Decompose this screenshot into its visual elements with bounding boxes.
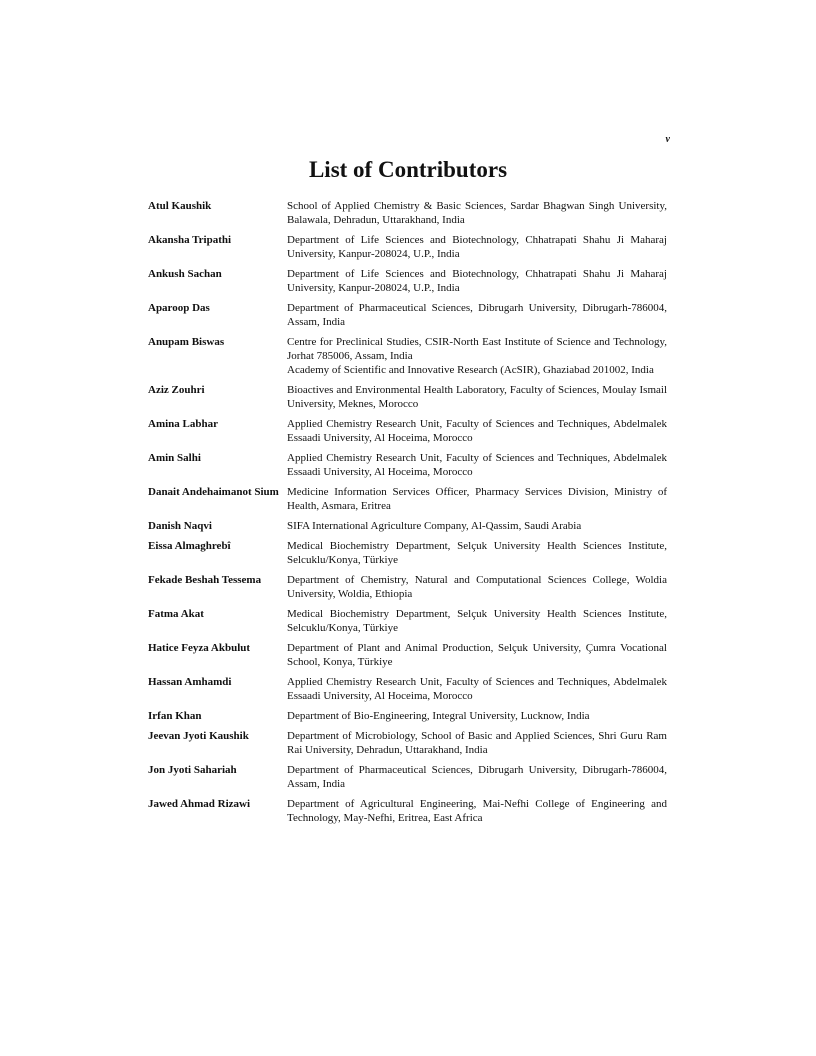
affiliation-line: Department of Life Sciences and Biotechnology, Chhatrapati Shahu Ji Maharaj University, Kanpur-208024, U.P., India (287, 234, 667, 260)
contributor-entry (148, 709, 667, 723)
page-number: v (665, 134, 670, 145)
contributor-affiliation (287, 573, 667, 601)
contributor-entry (148, 199, 667, 227)
contributor-affiliation (287, 335, 667, 377)
affiliation-line: Applied Chemistry Research Unit, Faculty of Sciences and Techniques, Abdelmalek Essaadi University, Al Hoceima, Morocco (287, 676, 667, 702)
affiliation-line: Bioactives and Environmental Health Laboratory, Faculty of Sciences, Moulay Ismail University, Meknes, Morocco (287, 384, 667, 410)
contributor-affiliation (287, 267, 667, 295)
affiliation-line: Department of Chemistry, Natural and Computational Sciences College, Woldia University, Woldia, Ethiopia (287, 574, 667, 600)
affiliation-line: School of Applied Chemistry & Basic Sciences, Sardar Bhagwan Singh University, Balawala, Dehradun, Uttarakhand, India (287, 200, 667, 226)
contributor-affiliation (287, 675, 667, 703)
contributor-entry (148, 607, 667, 635)
affiliation-line: Department of Life Sciences and Biotechnology, Chhatrapati Shahu Ji Maharaj University, Kanpur-208024, U.P., India (287, 268, 667, 294)
contributor-entry (148, 519, 667, 533)
contributor-entry (148, 641, 667, 669)
contributor-entry (148, 573, 667, 601)
contributor-name: Akansha Tripathi (148, 234, 232, 246)
contributor-entry (148, 335, 667, 377)
contributor-entry (148, 485, 667, 513)
contributor-name: Atul Kaushik (148, 200, 212, 212)
contributor-name: Irfan Khan (148, 710, 202, 722)
contributor-affiliation (287, 301, 667, 329)
contributor-entry (148, 383, 667, 411)
contributor-affiliation (287, 417, 667, 445)
contributor-entry (148, 417, 667, 445)
contributor-affiliation (287, 797, 667, 825)
contributor-name: Fekade Beshah Tessema (148, 574, 262, 586)
contributor-affiliation (287, 607, 667, 635)
contributor-affiliation (287, 709, 667, 723)
contributor-entry (148, 233, 667, 261)
contributor-name: Fatma Akat (148, 608, 204, 620)
contributor-affiliation (287, 729, 667, 757)
contributor-list (148, 199, 667, 831)
affiliation-line: Academy of Scientific and Innovative Research (AcSIR), Ghaziabad 201002, India (287, 364, 654, 376)
contributor-name: Hassan Amhamdi (148, 676, 232, 688)
page-title: List of Contributors (308, 157, 508, 182)
contributor-affiliation (287, 519, 667, 533)
affiliation-line: Department of Bio-Engineering, Integral University, Lucknow, India (287, 710, 590, 722)
contributor-name: Danish Naqvi (148, 520, 212, 532)
contributor-entry (148, 797, 667, 825)
contributor-affiliation (287, 199, 667, 227)
affiliation-line: Department of Agricultural Engineering, Mai-Nefhi College of Engineering and Technology, May-Nefhi, Eritrea, East Africa (287, 798, 667, 824)
contributor-name: Ankush Sachan (148, 268, 222, 280)
contributor-name: Eissa Almaghrebî (148, 540, 231, 552)
affiliation-line: Medicine Information Services Officer, Pharmacy Services Division, Ministry of Health, Asmara, Eritrea (287, 486, 667, 512)
contributor-affiliation (287, 763, 667, 791)
contributor-name: Amina Labhar (148, 418, 218, 430)
contributor-name: Aparoop Das (148, 302, 210, 314)
affiliation-line: Department of Pharmaceutical Sciences, Dibrugarh University, Dibrugarh-786004, Assam, India (287, 764, 667, 790)
contributor-entry (148, 267, 667, 295)
contributor-entry (148, 675, 667, 703)
contributor-entry (148, 763, 667, 791)
contributor-name: Amin Salhi (148, 452, 201, 464)
contributor-affiliation (287, 233, 667, 261)
affiliation-line: Centre for Preclinical Studies, CSIR-North East Institute of Science and Technology, Jorhat 785006, Assam, India (287, 336, 667, 362)
contributor-entry (148, 451, 667, 479)
contributor-entry (148, 301, 667, 329)
affiliation-line: Applied Chemistry Research Unit, Faculty of Sciences and Techniques, Abdelmalek Essaadi University, Al Hoceima, Morocco (287, 452, 667, 478)
contributor-name: Aziz Zouhri (148, 384, 205, 396)
contributor-name: Danait Andehaimanot Sium (148, 486, 279, 498)
contributor-name: Anupam Biswas (148, 336, 225, 348)
contributor-name: Hatice Feyza Akbulut (148, 642, 251, 654)
contributor-name: Jon Jyoti Sahariah (148, 764, 237, 776)
contributor-affiliation (287, 485, 667, 513)
contributor-affiliation (287, 383, 667, 411)
affiliation-line: Department of Microbiology, School of Basic and Applied Sciences, Shri Guru Ram Rai University, Dehradun, Uttarakhand, India (287, 730, 667, 756)
contributor-affiliation (287, 641, 667, 669)
affiliation-line: Applied Chemistry Research Unit, Faculty of Sciences and Techniques, Abdelmalek Essaadi University, Al Hoceima, Morocco (287, 418, 667, 444)
contributor-entry (148, 539, 667, 567)
affiliation-line: Department of Pharmaceutical Sciences, Dibrugarh University, Dibrugarh-786004, Assam, India (287, 302, 667, 328)
affiliation-line: Medical Biochemistry Department, Selçuk University Health Sciences Institute, Selcuklu/Konya, Türkiye (287, 540, 667, 566)
contributor-name: Jawed Ahmad Rizawi (148, 798, 251, 810)
contributor-affiliation (287, 539, 667, 567)
contributor-entry (148, 729, 667, 757)
affiliation-line: Department of Plant and Animal Production, Selçuk University, Çumra Vocational School, Konya, Türkiye (287, 642, 667, 668)
affiliation-line: SIFA International Agriculture Company, Al-Qassim, Saudi Arabia (287, 520, 582, 532)
contributor-name: Jeevan Jyoti Kaushik (148, 730, 249, 742)
affiliation-line: Medical Biochemistry Department, Selçuk University Health Sciences Institute, Selcuklu/Konya, Türkiye (287, 608, 667, 634)
contributor-affiliation (287, 451, 667, 479)
